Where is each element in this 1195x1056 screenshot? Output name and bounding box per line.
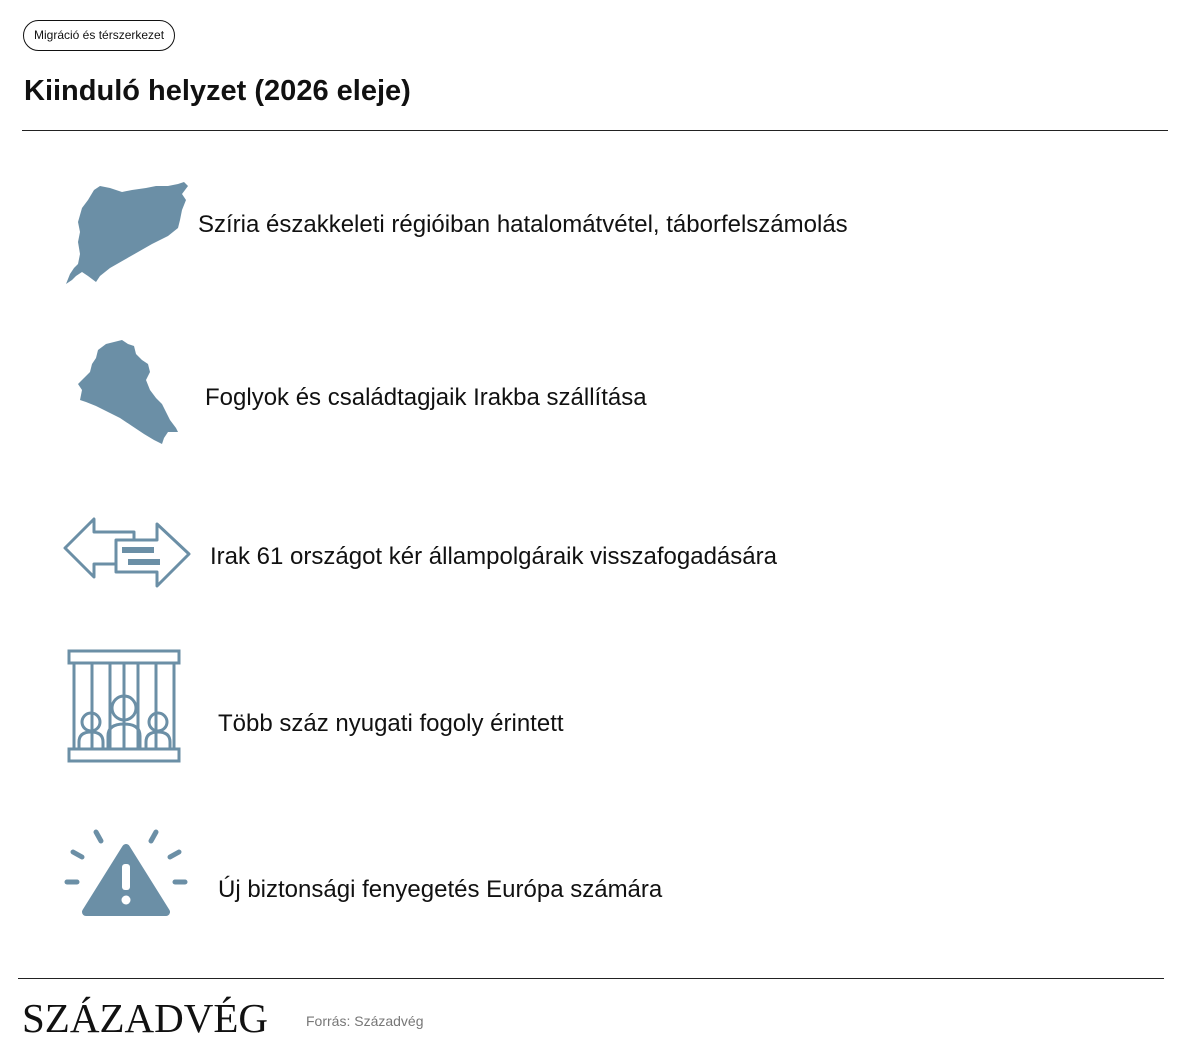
syria-map-icon [64, 180, 190, 286]
item-text-warning: Új biztonsági fenyegetés Európa számára [218, 876, 663, 903]
category-tag: Migráció és térszerkezet [23, 20, 175, 51]
header-divider [22, 130, 1168, 131]
prison-bars-icon [66, 648, 182, 766]
item-text-iraq: Foglyok és családtagjaik Irakba szállítása [205, 384, 647, 411]
item-text-prisoners: Több száz nyugati fogoly érintett [218, 710, 564, 737]
warning-icon [62, 826, 190, 920]
source-note: Forrás: Századvég [306, 1013, 424, 1029]
item-text-syria: Szíria északkeleti régióiban hatalomátvétel, táborfelszámolás [198, 211, 848, 238]
footer-divider [18, 978, 1164, 979]
exchange-arrows-icon [62, 514, 192, 594]
iraq-map-icon [76, 338, 180, 444]
szazadveg-logo: SZÁZADVÉG [22, 995, 268, 1041]
page-title: Kiinduló helyzet (2026 eleje) [24, 75, 411, 107]
item-text-exchange: Irak 61 országot kér állampolgáraik visszafogadására [210, 543, 777, 570]
